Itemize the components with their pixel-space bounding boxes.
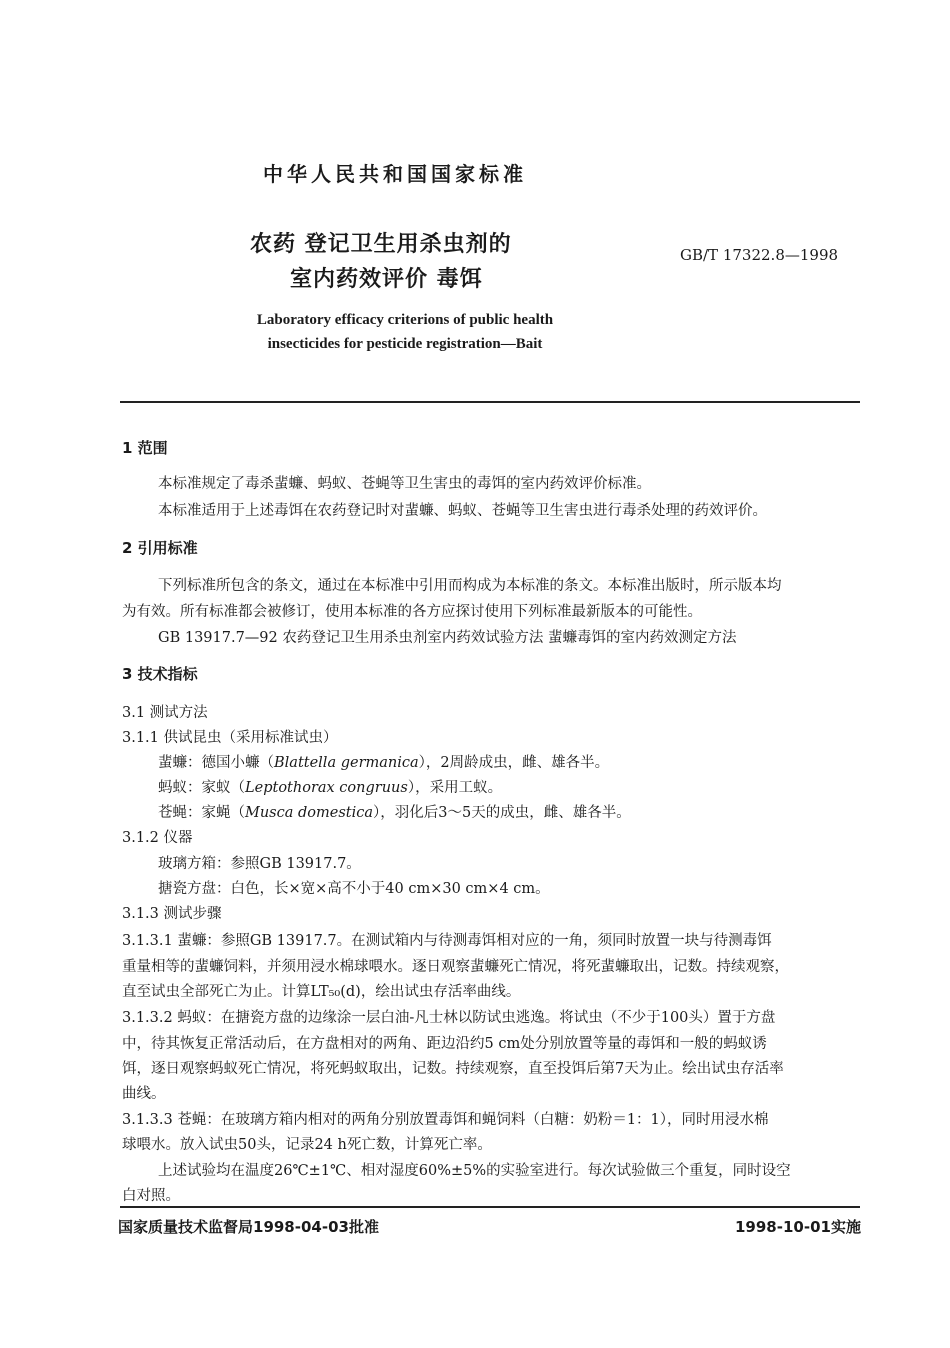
- insect-cockroach: [158, 751, 609, 772]
- clause-3-1-3-3-line2: 球喂水。放入试虫50头，记录24 h死亡数，计算死亡率。: [122, 1137, 492, 1153]
- insect-ant-pre: 蚂蚁：家蚁（: [158, 780, 245, 796]
- clause-3-1-3-1-line3: 直至试虫全部死亡为止。计算LT₅₀(d)，绘出试虫存活率曲线。: [122, 984, 521, 1000]
- insect-fly-post: ），羽化后3～5天的成虫，雌、雄各半。: [373, 805, 631, 821]
- insect-fly-latin: Musca domestica: [245, 805, 374, 821]
- header-divider: [120, 401, 860, 403]
- insect-cockroach-pre: 蜚蠊：德国小蠊（: [158, 755, 274, 771]
- test-conditions-line1: 上述试验均在温度26℃±1℃、相对湿度60%±5%的实验室进行。每次试验做三个重复，同时设空: [158, 1163, 791, 1179]
- implementation-date: 1998-10-01实施: [735, 1218, 861, 1236]
- clause-3-1-3-1-line1: 3.1.3.1 蜚蠊：参照GB 13917.7。在测试箱内与待测毒饵相对应的一角，须同时放置一块与待测毒饵: [122, 933, 772, 949]
- clause-3-1-3-2-line1: 3.1.3.2 蚂蚁：在搪瓷方盘的边缘涂一层白油-凡士林以防试虫逃逸。将试虫（不少于100头）置于方盘: [122, 1010, 776, 1026]
- insect-ant-latin: Leptothorax congruus: [245, 780, 408, 796]
- approval-date: 国家质量技术监督局1998-04-03批准: [118, 1218, 379, 1236]
- clause-3-1-3: 3.1.3 测试步骤: [122, 906, 222, 922]
- test-conditions-line2: 白对照。: [122, 1188, 180, 1204]
- section-1-paragraph-2: 本标准适用于上述毒饵在农药登记时对蜚蠊、蚂蚁、苍蝇等卫生害虫进行毒杀处理的药效评价。: [158, 503, 767, 519]
- insect-ant-post: ），采用工蚁。: [407, 780, 503, 796]
- insect-fly-pre: 苍蝇：家蝇（: [158, 805, 245, 821]
- clause-3-1-1: 3.1.1 供试昆虫（采用标准试虫）: [122, 730, 338, 746]
- insect-ant: [158, 776, 502, 797]
- clause-3-1-3-2-line4: 曲线。: [122, 1086, 166, 1102]
- english-title-line1: Laboratory efficacy criterions of public health: [256, 312, 554, 328]
- standard-code: GB/T 17322.8—1998: [680, 246, 839, 264]
- insect-cockroach-post: ），2周龄成虫，雌、雄各半。: [418, 755, 610, 771]
- instrument-glass-box: 玻璃方箱：参照GB 13917.7。: [158, 856, 361, 872]
- instrument-enamel-tray: 搪瓷方盘：白色，长×宽×高不小于40 cm×30 cm×4 cm。: [158, 881, 550, 897]
- insect-cockroach-latin: Blattella germanica: [274, 755, 419, 771]
- clause-3-1-2: 3.1.2 仪器: [122, 830, 193, 846]
- section-2-reference: GB 13917.7—92 农药登记卫生用杀虫剂室内药效试验方法 蜚蠊毒饵的室内药效测定方法: [158, 630, 737, 646]
- english-title-line2: insecticides for pesticide registration—Bait: [267, 336, 543, 352]
- clause-3-1-3-2-line2: 中，待其恢复正常活动后，在方盘相对的两角、距边沿约5 cm处分别放置等量的毒饵和一般的蚂蚁诱: [122, 1036, 767, 1052]
- clause-3-1-3-1-line2: 重量相等的蜚蠊饲料，并须用浸水棉球喂水。逐日观察蜚蠊死亡情况，将死蜚蠊取出，记数。持续观察，: [122, 959, 789, 975]
- section-2-paragraph-line2: 为有效。所有标准都会被修订，使用本标准的各方应探讨使用下列标准最新版本的可能性。: [122, 604, 702, 620]
- section-1-heading: 1 范围: [122, 439, 168, 457]
- clause-3-1: 3.1 测试方法: [122, 705, 208, 721]
- section-3-heading: 3 技术指标: [122, 665, 198, 683]
- clause-3-1-3-3-line1: 3.1.3.3 苍蝇：在玻璃方箱内相对的两角分别放置毒饵和蝇饲料（白糖：奶粉＝1：1），同时用浸水棉: [122, 1112, 769, 1128]
- section-1-paragraph-1: 本标准规定了毒杀蜚蠊、蚂蚁、苍蝇等卫生害虫的毒饵的室内药效评价标准。: [158, 476, 651, 492]
- document-title-line1: 农药 登记卫生用杀虫剂的: [250, 232, 512, 257]
- footer-divider: [120, 1206, 860, 1208]
- national-standard-title: 中华人民共和国国家标准: [263, 162, 527, 186]
- insect-fly: [158, 801, 631, 822]
- clause-3-1-3-2-line3: 饵，逐日观察蚂蚁死亡情况，将死蚂蚁取出，记数。持续观察，直至投饵后第7天为止。绘出试虫存活率: [122, 1061, 784, 1077]
- section-2-paragraph-line1: 下列标准所包含的条文，通过在本标准中引用而构成为本标准的条文。本标准出版时，所示版本均: [158, 578, 782, 594]
- section-2-heading: 2 引用标准: [122, 539, 198, 557]
- document-title-line2: 室内药效评价 毒饵: [290, 267, 483, 292]
